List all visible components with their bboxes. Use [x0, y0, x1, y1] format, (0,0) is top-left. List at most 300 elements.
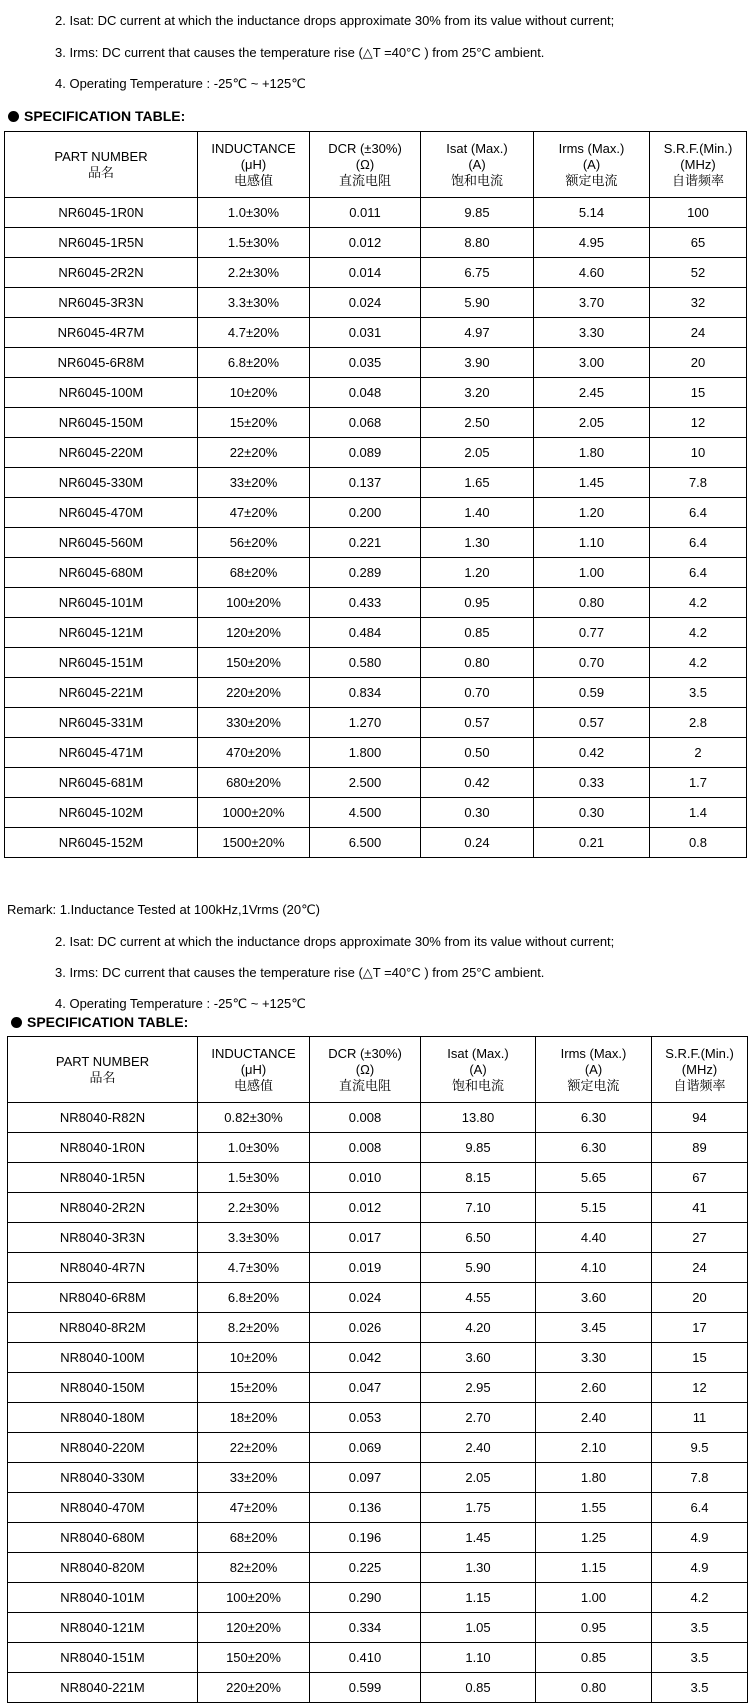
cell-inductance: 3.3±30%: [198, 1223, 310, 1253]
table-row: [8, 1403, 748, 1433]
col-irms-en: Irms (Max.): [558, 140, 625, 156]
cell-part-number: NR8040-820M: [8, 1553, 198, 1583]
cell-dcr: 0.334: [310, 1613, 421, 1643]
table-row: [5, 588, 747, 618]
cell-part-number: NR6045-6R8M: [5, 348, 198, 378]
cell-dcr: 0.089: [310, 438, 421, 468]
col-srf: [652, 1037, 748, 1103]
cell-irms: 1.00: [536, 1583, 652, 1613]
table-row: [5, 348, 747, 378]
cell-inductance: 47±20%: [198, 1493, 310, 1523]
cell-isat: 0.95: [421, 588, 534, 618]
cell-part-number: NR8040-2R2N: [8, 1193, 198, 1223]
cell-srf: 0.8: [650, 828, 747, 858]
col-isat-cn: 饱和电流: [451, 1077, 504, 1093]
cell-inductance: 47±20%: [198, 498, 310, 528]
cell-part-number: NR8040-680M: [8, 1523, 198, 1553]
cell-dcr: 4.500: [310, 798, 421, 828]
spec-table-heading-text: SPECIFICATION TABLE:: [24, 108, 186, 124]
cell-inductance: 82±20%: [198, 1553, 310, 1583]
cell-isat: 0.24: [421, 828, 534, 858]
cell-inductance: 120±20%: [198, 618, 310, 648]
cell-part-number: NR6045-2R2N: [5, 258, 198, 288]
cell-srf: 67: [652, 1163, 748, 1193]
cell-part-number: NR6045-471M: [5, 738, 198, 768]
cell-inductance: 68±20%: [198, 558, 310, 588]
cell-part-number: NR8040-3R3N: [8, 1223, 198, 1253]
cell-isat: 2.70: [421, 1403, 536, 1433]
cell-irms: 0.21: [534, 828, 650, 858]
cell-irms: 0.77: [534, 618, 650, 648]
table-row: [5, 528, 747, 558]
cell-isat: 4.97: [421, 318, 534, 348]
cell-dcr: 0.031: [310, 318, 421, 348]
cell-inductance: 22±20%: [198, 438, 310, 468]
cell-srf: 3.5: [650, 678, 747, 708]
cell-irms: 0.42: [534, 738, 650, 768]
cell-srf: 2: [650, 738, 747, 768]
table-row: [8, 1193, 748, 1223]
cell-isat: 6.50: [421, 1223, 536, 1253]
cell-isat: 4.20: [421, 1313, 536, 1343]
cell-irms: 4.60: [534, 258, 650, 288]
cell-irms: 0.70: [534, 648, 650, 678]
cell-dcr: 0.068: [310, 408, 421, 438]
table-row: [8, 1643, 748, 1673]
cell-inductance: 10±20%: [198, 1343, 310, 1373]
table-row: [5, 618, 747, 648]
cell-part-number: NR8040-8R2M: [8, 1313, 198, 1343]
cell-srf: 9.5: [652, 1433, 748, 1463]
cell-isat: 1.40: [421, 498, 534, 528]
table-row: [5, 258, 747, 288]
cell-srf: 3.5: [652, 1613, 748, 1643]
table-header-row: [5, 132, 747, 198]
cell-srf: 32: [650, 288, 747, 318]
spec-table-heading: [8, 108, 185, 124]
cell-dcr: 0.834: [310, 678, 421, 708]
col-inductance: [198, 132, 310, 198]
cell-inductance: 1.5±30%: [198, 1163, 310, 1193]
cell-dcr: 0.410: [310, 1643, 421, 1673]
table-row: [5, 498, 747, 528]
cell-isat: 3.60: [421, 1343, 536, 1373]
cell-inductance: 15±20%: [198, 1373, 310, 1403]
spec-table-nr8040-body: [8, 1103, 748, 1703]
cell-inductance: 220±20%: [198, 1673, 310, 1703]
cell-dcr: 0.008: [310, 1103, 421, 1133]
cell-dcr: 0.433: [310, 588, 421, 618]
col-dcr-en: DCR (±30%): [328, 140, 402, 156]
cell-inductance: 100±20%: [198, 1583, 310, 1613]
cell-irms: 1.20: [534, 498, 650, 528]
note-isat-2: 2. Isat: DC current at which the inductance drops approximate 30% from its value without current;: [55, 934, 615, 949]
table-row: [5, 318, 747, 348]
cell-dcr: 0.289: [310, 558, 421, 588]
col-irms-unit: (A): [584, 1061, 603, 1077]
spec-table-nr6045: [4, 131, 747, 858]
cell-srf: 52: [650, 258, 747, 288]
bullet-icon: [8, 111, 19, 122]
cell-isat: 0.57: [421, 708, 534, 738]
cell-irms: 4.40: [536, 1223, 652, 1253]
col-srf-cn: 自谐频率: [673, 1077, 726, 1093]
cell-part-number: NR6045-101M: [5, 588, 198, 618]
col-srf-en: S.R.F.(Min.): [663, 140, 733, 156]
cell-irms: 1.80: [534, 438, 650, 468]
cell-dcr: 0.010: [310, 1163, 421, 1193]
cell-srf: 7.8: [650, 468, 747, 498]
col-inductance: [198, 1037, 310, 1103]
cell-inductance: 150±20%: [198, 648, 310, 678]
cell-srf: 3.5: [652, 1643, 748, 1673]
cell-irms: 3.30: [536, 1343, 652, 1373]
cell-srf: 94: [652, 1103, 748, 1133]
cell-irms: 3.70: [534, 288, 650, 318]
cell-irms: 5.14: [534, 198, 650, 228]
cell-srf: 4.2: [650, 618, 747, 648]
cell-srf: 1.7: [650, 768, 747, 798]
table-row: [8, 1313, 748, 1343]
cell-srf: 3.5: [652, 1673, 748, 1703]
cell-isat: 4.55: [421, 1283, 536, 1313]
cell-isat: 1.10: [421, 1643, 536, 1673]
note-irms-2: 3. Irms: DC current that causes the temperature rise (△T =40°C ) from 25°C ambient.: [55, 965, 545, 980]
table-row: [5, 798, 747, 828]
cell-irms: 0.59: [534, 678, 650, 708]
col-part-number-en: PART NUMBER: [54, 148, 148, 164]
cell-dcr: 0.042: [310, 1343, 421, 1373]
table-row: [8, 1493, 748, 1523]
cell-inductance: 18±20%: [198, 1403, 310, 1433]
cell-isat: 0.42: [421, 768, 534, 798]
table-row: [8, 1103, 748, 1133]
cell-irms: 2.45: [534, 378, 650, 408]
cell-srf: 4.9: [652, 1523, 748, 1553]
cell-irms: 3.45: [536, 1313, 652, 1343]
cell-srf: 27: [652, 1223, 748, 1253]
cell-irms: 4.95: [534, 228, 650, 258]
cell-part-number: NR8040-4R7N: [8, 1253, 198, 1283]
cell-isat: 1.30: [421, 528, 534, 558]
cell-irms: 2.10: [536, 1433, 652, 1463]
cell-irms: 2.40: [536, 1403, 652, 1433]
cell-isat: 0.30: [421, 798, 534, 828]
cell-dcr: 0.484: [310, 618, 421, 648]
cell-irms: 1.10: [534, 528, 650, 558]
cell-irms: 2.05: [534, 408, 650, 438]
col-isat-unit: (A): [469, 1061, 487, 1077]
cell-inductance: 4.7±20%: [198, 318, 310, 348]
cell-part-number: NR6045-3R3N: [5, 288, 198, 318]
cell-part-number: NR8040-R82N: [8, 1103, 198, 1133]
cell-dcr: 0.024: [310, 1283, 421, 1313]
cell-inductance: 33±20%: [198, 1463, 310, 1493]
col-irms: [534, 132, 650, 198]
col-inductance-cn: 电感值: [233, 172, 273, 188]
cell-srf: 12: [650, 408, 747, 438]
col-irms: [536, 1037, 652, 1103]
cell-inductance: 3.3±30%: [198, 288, 310, 318]
col-part-number: [8, 1037, 198, 1103]
table-row: [8, 1163, 748, 1193]
cell-dcr: 0.047: [310, 1373, 421, 1403]
cell-inductance: 680±20%: [198, 768, 310, 798]
cell-isat: 1.20: [421, 558, 534, 588]
bullet-icon: [11, 1017, 22, 1028]
cell-dcr: 0.008: [310, 1133, 421, 1163]
table-row: [5, 468, 747, 498]
table-row: [5, 648, 747, 678]
cell-inductance: 1000±20%: [198, 798, 310, 828]
cell-dcr: 1.270: [310, 708, 421, 738]
cell-isat: 2.05: [421, 438, 534, 468]
table-row: [8, 1223, 748, 1253]
cell-dcr: 0.225: [310, 1553, 421, 1583]
col-part-number: [5, 132, 198, 198]
cell-part-number: NR8040-220M: [8, 1433, 198, 1463]
cell-dcr: 0.019: [310, 1253, 421, 1283]
cell-part-number: NR6045-4R7M: [5, 318, 198, 348]
note-irms: 3. Irms: DC current that causes the temperature rise (△T =40°C ) from 25°C ambient.: [55, 45, 545, 60]
col-part-number-en: PART NUMBER: [55, 1053, 150, 1069]
cell-isat: 1.05: [421, 1613, 536, 1643]
cell-irms: 5.15: [536, 1193, 652, 1223]
cell-inductance: 56±20%: [198, 528, 310, 558]
cell-isat: 3.20: [421, 378, 534, 408]
cell-part-number: NR6045-220M: [5, 438, 198, 468]
col-isat-en: Isat (Max.): [446, 140, 508, 156]
cell-irms: 1.25: [536, 1523, 652, 1553]
col-srf: [650, 132, 747, 198]
cell-irms: 1.00: [534, 558, 650, 588]
col-dcr-cn: 直流电阻: [338, 172, 391, 188]
cell-isat: 0.85: [421, 1673, 536, 1703]
cell-irms: 3.00: [534, 348, 650, 378]
cell-srf: 24: [652, 1253, 748, 1283]
col-srf-en: S.R.F.(Min.): [665, 1045, 734, 1061]
cell-irms: 3.60: [536, 1283, 652, 1313]
cell-irms: 6.30: [536, 1103, 652, 1133]
cell-srf: 12: [652, 1373, 748, 1403]
cell-isat: 9.85: [421, 198, 534, 228]
cell-inductance: 100±20%: [198, 588, 310, 618]
cell-dcr: 0.053: [310, 1403, 421, 1433]
table-row: [8, 1463, 748, 1493]
cell-srf: 24: [650, 318, 747, 348]
spec-table-nr8040: [7, 1036, 748, 1703]
cell-part-number: NR6045-150M: [5, 408, 198, 438]
cell-irms: 0.33: [534, 768, 650, 798]
col-dcr: [310, 132, 421, 198]
spec-table-nr6045-body: [5, 198, 747, 858]
col-part-number-cn: 品名: [89, 1069, 116, 1085]
cell-part-number: NR8040-100M: [8, 1343, 198, 1373]
cell-part-number: NR6045-560M: [5, 528, 198, 558]
table-row: [8, 1433, 748, 1463]
cell-srf: 4.2: [650, 648, 747, 678]
cell-part-number: NR8040-101M: [8, 1583, 198, 1613]
col-inductance-cn: 电感值: [233, 1077, 273, 1093]
cell-isat: 8.15: [421, 1163, 536, 1193]
table-row: [8, 1133, 748, 1163]
cell-irms: 4.10: [536, 1253, 652, 1283]
cell-isat: 6.75: [421, 258, 534, 288]
table-row: [8, 1553, 748, 1583]
cell-srf: 20: [650, 348, 747, 378]
cell-inductance: 120±20%: [198, 1613, 310, 1643]
cell-irms: 6.30: [536, 1133, 652, 1163]
remark-test-condition: Remark: 1.Inductance Tested at 100kHz,1Vrms (20℃): [7, 902, 321, 917]
col-inductance-en: INDUCTANCE: [211, 1045, 296, 1061]
cell-dcr: 0.011: [310, 198, 421, 228]
cell-part-number: NR8040-330M: [8, 1463, 198, 1493]
cell-dcr: 0.200: [310, 498, 421, 528]
table-row: [5, 288, 747, 318]
cell-isat: 1.45: [421, 1523, 536, 1553]
cell-part-number: NR6045-1R0N: [5, 198, 198, 228]
cell-irms: 3.30: [534, 318, 650, 348]
table-row: [5, 198, 747, 228]
cell-dcr: 0.024: [310, 288, 421, 318]
col-dcr-en: DCR (±30%): [328, 1045, 402, 1061]
cell-isat: 13.80: [421, 1103, 536, 1133]
cell-part-number: NR6045-152M: [5, 828, 198, 858]
spec-table-heading-2: [11, 1014, 188, 1030]
cell-part-number: NR8040-6R8M: [8, 1283, 198, 1313]
cell-part-number: NR6045-102M: [5, 798, 198, 828]
cell-srf: 1.4: [650, 798, 747, 828]
cell-dcr: 0.221: [310, 528, 421, 558]
cell-inductance: 6.8±20%: [198, 1283, 310, 1313]
cell-dcr: 0.017: [310, 1223, 421, 1253]
cell-dcr: 0.069: [310, 1433, 421, 1463]
table-row: [8, 1673, 748, 1703]
cell-part-number: NR8040-221M: [8, 1673, 198, 1703]
cell-srf: 6.4: [652, 1493, 748, 1523]
cell-inductance: 220±20%: [198, 678, 310, 708]
table-row: [5, 738, 747, 768]
table-row: [5, 378, 747, 408]
cell-part-number: NR6045-121M: [5, 618, 198, 648]
table-header-row: [8, 1037, 748, 1103]
cell-srf: 15: [650, 378, 747, 408]
col-inductance-en: INDUCTANCE: [211, 140, 296, 156]
cell-irms: 1.15: [536, 1553, 652, 1583]
table-row: [8, 1373, 748, 1403]
col-isat-unit: (A): [468, 156, 486, 172]
cell-isat: 7.10: [421, 1193, 536, 1223]
cell-inductance: 2.2±30%: [198, 258, 310, 288]
cell-part-number: NR8040-1R5N: [8, 1163, 198, 1193]
col-irms-cn: 额定电流: [567, 1077, 620, 1093]
cell-srf: 17: [652, 1313, 748, 1343]
cell-dcr: 0.012: [310, 1193, 421, 1223]
cell-dcr: 0.035: [310, 348, 421, 378]
cell-irms: 2.60: [536, 1373, 652, 1403]
cell-srf: 2.8: [650, 708, 747, 738]
col-inductance-unit: (μH): [240, 1061, 267, 1077]
col-irms-en: Irms (Max.): [560, 1045, 627, 1061]
col-isat: [421, 132, 534, 198]
cell-inductance: 2.2±30%: [198, 1193, 310, 1223]
cell-part-number: NR8040-121M: [8, 1613, 198, 1643]
cell-irms: 5.65: [536, 1163, 652, 1193]
cell-part-number: NR6045-681M: [5, 768, 198, 798]
cell-part-number: NR6045-330M: [5, 468, 198, 498]
table-row: [8, 1583, 748, 1613]
cell-srf: 41: [652, 1193, 748, 1223]
cell-srf: 6.4: [650, 558, 747, 588]
cell-irms: 0.80: [534, 588, 650, 618]
col-part-number-cn: 品名: [87, 164, 114, 180]
table-row: [8, 1523, 748, 1553]
cell-srf: 15: [652, 1343, 748, 1373]
cell-part-number: NR6045-331M: [5, 708, 198, 738]
cell-srf: 7.8: [652, 1463, 748, 1493]
cell-isat: 3.90: [421, 348, 534, 378]
cell-part-number: NR8040-150M: [8, 1373, 198, 1403]
cell-srf: 11: [652, 1403, 748, 1433]
cell-inductance: 10±20%: [198, 378, 310, 408]
table-row: [5, 678, 747, 708]
cell-part-number: NR6045-680M: [5, 558, 198, 588]
cell-srf: 4.2: [652, 1583, 748, 1613]
cell-irms: 0.80: [536, 1673, 652, 1703]
cell-srf: 10: [650, 438, 747, 468]
table-row: [5, 438, 747, 468]
cell-dcr: 0.136: [310, 1493, 421, 1523]
cell-dcr: 0.014: [310, 258, 421, 288]
cell-srf: 6.4: [650, 528, 747, 558]
col-isat-en: Isat (Max.): [447, 1045, 509, 1061]
cell-dcr: 0.137: [310, 468, 421, 498]
cell-inductance: 1.5±30%: [198, 228, 310, 258]
col-srf-unit: (MHz): [680, 156, 716, 172]
col-irms-cn: 额定电流: [565, 172, 618, 188]
table-row: [5, 708, 747, 738]
cell-inductance: 150±20%: [198, 1643, 310, 1673]
cell-irms: 1.45: [534, 468, 650, 498]
cell-srf: 6.4: [650, 498, 747, 528]
cell-srf: 65: [650, 228, 747, 258]
col-dcr: [310, 1037, 421, 1103]
cell-isat: 9.85: [421, 1133, 536, 1163]
cell-part-number: NR6045-221M: [5, 678, 198, 708]
cell-dcr: 0.012: [310, 228, 421, 258]
col-dcr-unit: (Ω): [355, 156, 375, 172]
cell-inductance: 8.2±20%: [198, 1313, 310, 1343]
cell-isat: 1.65: [421, 468, 534, 498]
cell-srf: 20: [652, 1283, 748, 1313]
cell-isat: 2.40: [421, 1433, 536, 1463]
spec-table-heading-text-2: SPECIFICATION TABLE:: [27, 1014, 189, 1030]
cell-inductance: 1.0±30%: [198, 1133, 310, 1163]
note-operating-temp: 4. Operating Temperature : -25℃ ~ +125℃: [55, 76, 306, 91]
table-row: [5, 558, 747, 588]
table-row: [5, 408, 747, 438]
col-isat-cn: 饱和电流: [450, 172, 503, 188]
cell-part-number: NR6045-151M: [5, 648, 198, 678]
cell-inductance: 22±20%: [198, 1433, 310, 1463]
note-isat: 2. Isat: DC current at which the inductance drops approximate 30% from its value without current;: [55, 13, 615, 28]
note-operating-temp-2: 4. Operating Temperature : -25℃ ~ +125℃: [55, 996, 306, 1011]
cell-dcr: 0.026: [310, 1313, 421, 1343]
cell-inductance: 330±20%: [198, 708, 310, 738]
cell-dcr: 0.097: [310, 1463, 421, 1493]
cell-isat: 5.90: [421, 288, 534, 318]
cell-srf: 4.9: [652, 1553, 748, 1583]
